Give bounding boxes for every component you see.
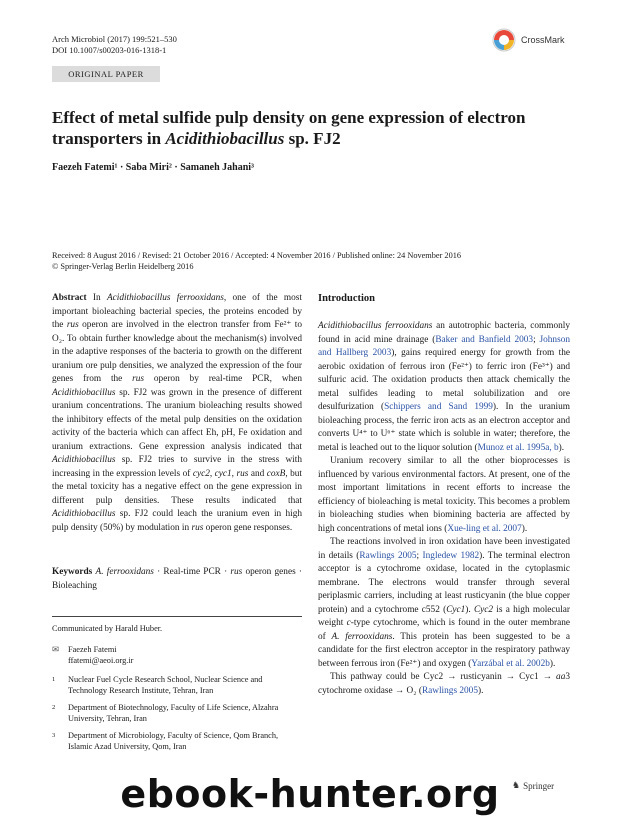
affiliation-number: 3 [52, 732, 56, 739]
abstract-text: sp. FJ2 tries to survive in the stress with increasing in the expression levels of [52, 455, 302, 479]
citation-link[interactable]: Baker and Banfield 2003 [435, 334, 534, 345]
citation-link[interactable]: Rawlings 2005 [421, 685, 478, 696]
intro-text: . This protein has been suggested to be a candidate for the first electron acceptor in the respiratory pathway between ferrous iron (Fe²⁺) and oxygen ( [318, 631, 570, 669]
intro-text: ; [416, 550, 423, 561]
citation-link[interactable]: Rawlings 2005 [359, 550, 417, 561]
abstract-text: operon gene responses. [203, 522, 293, 533]
abstract-text: , [209, 468, 215, 479]
intro-term: aa [556, 672, 566, 682]
keyword: operon genes · Bioleaching [52, 567, 302, 591]
abstract-term: rus [132, 374, 145, 384]
intro-text: 3 cytochrome oxidase → O₂ ( [318, 672, 570, 696]
intro-text: The reactions involved in iron oxidation have been investigated in details ( [318, 537, 570, 561]
abstract-term: Acidithiobacillus [52, 455, 116, 465]
introduction-heading: Introduction [318, 293, 375, 304]
keyword-separator: · Real-time PCR · [153, 567, 231, 577]
citation-link[interactable]: Ingledew 1982 [422, 550, 480, 561]
intro-text: ). In the uranium bioleaching process, the ferric iron acts as an electron acceptor and converts U⁴⁺ to U⁶⁺ state which is soluble in water; therefore, the metal is leached out to the liquor solution ( [318, 402, 571, 453]
affiliation-item [52, 674, 302, 696]
abstract-term: rus [66, 320, 79, 330]
intro-text: Uranium recovery similar to all the other bioprocesses is influenced by various environmental factors. At present, one of the most important limitations in recent efforts to increase the efficiency of bioleaching is metal toxicity. This becomes a problem in bioleaching studies when biomining bacteria are affected by high concentrations of metal ions ( [318, 456, 570, 534]
abstract-term: coxB [266, 468, 286, 479]
crossmark-badge[interactable] [492, 26, 584, 54]
intro-text: This pathway could be Cyc2 → rusticyanin → Cyc1 → [330, 672, 557, 682]
footnote-divider [52, 616, 302, 617]
corresponding-name: Faezeh Fatemi [68, 645, 117, 654]
intro-paragraph-3 [318, 536, 570, 671]
abstract-text: operon by real-time PCR, when [144, 374, 302, 384]
affiliations [52, 674, 302, 758]
intro-text: is a high molecular weight [318, 604, 571, 628]
corresponding-email[interactable]: ffatemi@aeoi.org.ir [68, 656, 134, 665]
journal-reference [52, 34, 177, 56]
crossmark-label: CrossMark [521, 35, 565, 45]
intro-term: c [346, 618, 351, 628]
communicated-by: Communicated by Harald Huber. [52, 624, 163, 633]
abstract-term: rus [191, 522, 204, 533]
intro-text: ; [533, 334, 540, 345]
abstract-text: , but the metal toxicity has a negative effect on the gene expression in different pulp densities. These results indicated that [52, 468, 303, 506]
corresponding-author [52, 644, 133, 666]
citation-link[interactable]: Xue-ling et al. 2007 [447, 523, 522, 534]
affiliation-item [52, 730, 302, 752]
abstract-term: Acidithiobacillus [52, 509, 116, 519]
intro-paragraph-4 [318, 671, 570, 698]
abstract-term: cyc1 [214, 468, 232, 479]
crossmark-icon [492, 28, 516, 52]
keywords [52, 566, 302, 593]
springer-horse-icon: ♞ [512, 780, 521, 790]
abstract-text: and [248, 468, 267, 479]
abstract-text: operon are involved in the electron transfer from Fe²⁺ to O₂. To obtain further knowledge about the mechanism(s) involved in the adaptive responses of the bacteria to growth on the different uranium ore pulp densities, we analyzed the expression of the four genes from the [52, 320, 303, 384]
citation-link[interactable]: Yarzábal et al. 2002b [471, 658, 550, 669]
introduction-body [318, 320, 570, 698]
intro-paragraph-2 [318, 455, 570, 536]
affiliation-text: Department of Microbiology, Faculty of Science, Qom Branch, Islamic Azad University, Qom, Iran [68, 731, 279, 751]
intro-text: ). [477, 685, 484, 696]
watermark-text: ebook-hunter.org [120, 772, 500, 816]
intro-text: -type cytochrome, which is found in the outer membrane of [318, 618, 570, 642]
intro-text: an autotrophic bacteria, commonly found in acid mine drainage ( [318, 321, 571, 345]
author-list[interactable]: Faezeh Fatemi¹ · Saba Miri² · Samaneh Jahani³ [52, 162, 255, 173]
affiliation-number: 1 [52, 676, 56, 683]
article-type-label: ORIGINAL PAPER [52, 66, 160, 82]
affiliation-text: Department of Biotechnology, Faculty of Life Science, Alzahra University, Tehran, Iran [68, 703, 279, 723]
citation-link[interactable]: Schippers and Sand 1999 [384, 402, 493, 412]
intro-text: ). [558, 442, 565, 453]
intro-term: Acidithiobacillus ferrooxidans [318, 321, 433, 331]
keywords-label: Keywords [52, 567, 93, 577]
title-genus: Acidithiobacillus [165, 129, 285, 148]
intro-paragraph-1 [318, 320, 570, 455]
abstract-text: sp. FJ2 could leach the uranium even in high pulp density (50%) by modulation in [52, 509, 302, 533]
title-line-2c: sp. FJ2 [284, 129, 341, 148]
doi[interactable]: DOI 10.1007/s00203-016-1318-1 [52, 45, 167, 55]
affiliation-number: 2 [52, 704, 56, 711]
abstract [52, 292, 302, 535]
abstract-term: Acidithiobacillus ferrooxidans [106, 293, 224, 303]
abstract-term: rus [236, 468, 249, 479]
keyword: A. ferrooxidans [95, 567, 154, 577]
article-title [52, 107, 568, 149]
journal-citation: Arch Microbiol (2017) 199:521–530 [52, 34, 177, 44]
history-dates: Received: 8 August 2016 / Revised: 21 October 2016 / Accepted: 4 November 2016 / Published online: 24 November 2016 [52, 251, 462, 260]
abstract-text: sp. FJ2 was grown in the presence of different uranium concentrations. The uranium bioleaching results showed the inhibitory effects of the metal pulp densities on the oxidation activity of the bacteria which can affect Eh, pH, Fe oxidation and uranium extractions. Gene expression analysis indicated that [52, 387, 302, 452]
intro-term: Cyc2 [473, 604, 494, 615]
title-line-2a: transporters in [52, 129, 166, 148]
intro-term: Cyc1 [446, 604, 466, 615]
intro-text: ). The terminal electron acceptor is a cytochrome oxidase, located in the cytoplasmic membrane. The electrons would transfer through several periplasmic carriers, including at least rusticyanin (the blue copper protein) and a cytochrome c552 ( [318, 550, 570, 615]
abstract-text: In [86, 293, 107, 303]
intro-text: ). [521, 523, 528, 534]
affiliation-item [52, 702, 302, 724]
intro-term: A. ferrooxidans [331, 631, 393, 642]
publication-history [52, 250, 461, 272]
copyright-line: © Springer-Verlag Berlin Heidelberg 2016 [52, 262, 194, 271]
citation-link[interactable]: Munoz et al. 1995a, b [477, 442, 559, 453]
abstract-term: Acidithiobacillus [52, 387, 116, 398]
title-line-1: Effect of metal sulfide pulp density on gene expression of electron [52, 108, 526, 127]
citation-link[interactable]: Johnson and Hallberg 2003 [318, 334, 570, 358]
publisher-name: Springer [523, 780, 555, 791]
keyword: rus [230, 567, 243, 577]
abstract-text: , one of the most important bioleaching bacterial species, the proteins encoded by the [52, 293, 302, 330]
abstract-label: Abstract [52, 293, 87, 303]
intro-text: ). [465, 604, 474, 615]
envelope-icon: ✉ [52, 645, 59, 654]
abstract-term: cyc2 [192, 468, 210, 479]
abstract-text: , [231, 468, 237, 479]
intro-text: ). [549, 658, 556, 669]
intro-text: ), gains required energy for growth from the aerobic oxidation of ferrous iron (Fe²⁺) to ferric iron (Fe³⁺) and sulfuric acid. The oxidation products then attack chemically the metal sulfides leading to metal solubilization and ore desulfurization ( [318, 348, 570, 412]
affiliation-text: Nuclear Fuel Cycle Research School, Nuclear Science and Technology Research Institute, Tehran, Iran [68, 675, 263, 695]
